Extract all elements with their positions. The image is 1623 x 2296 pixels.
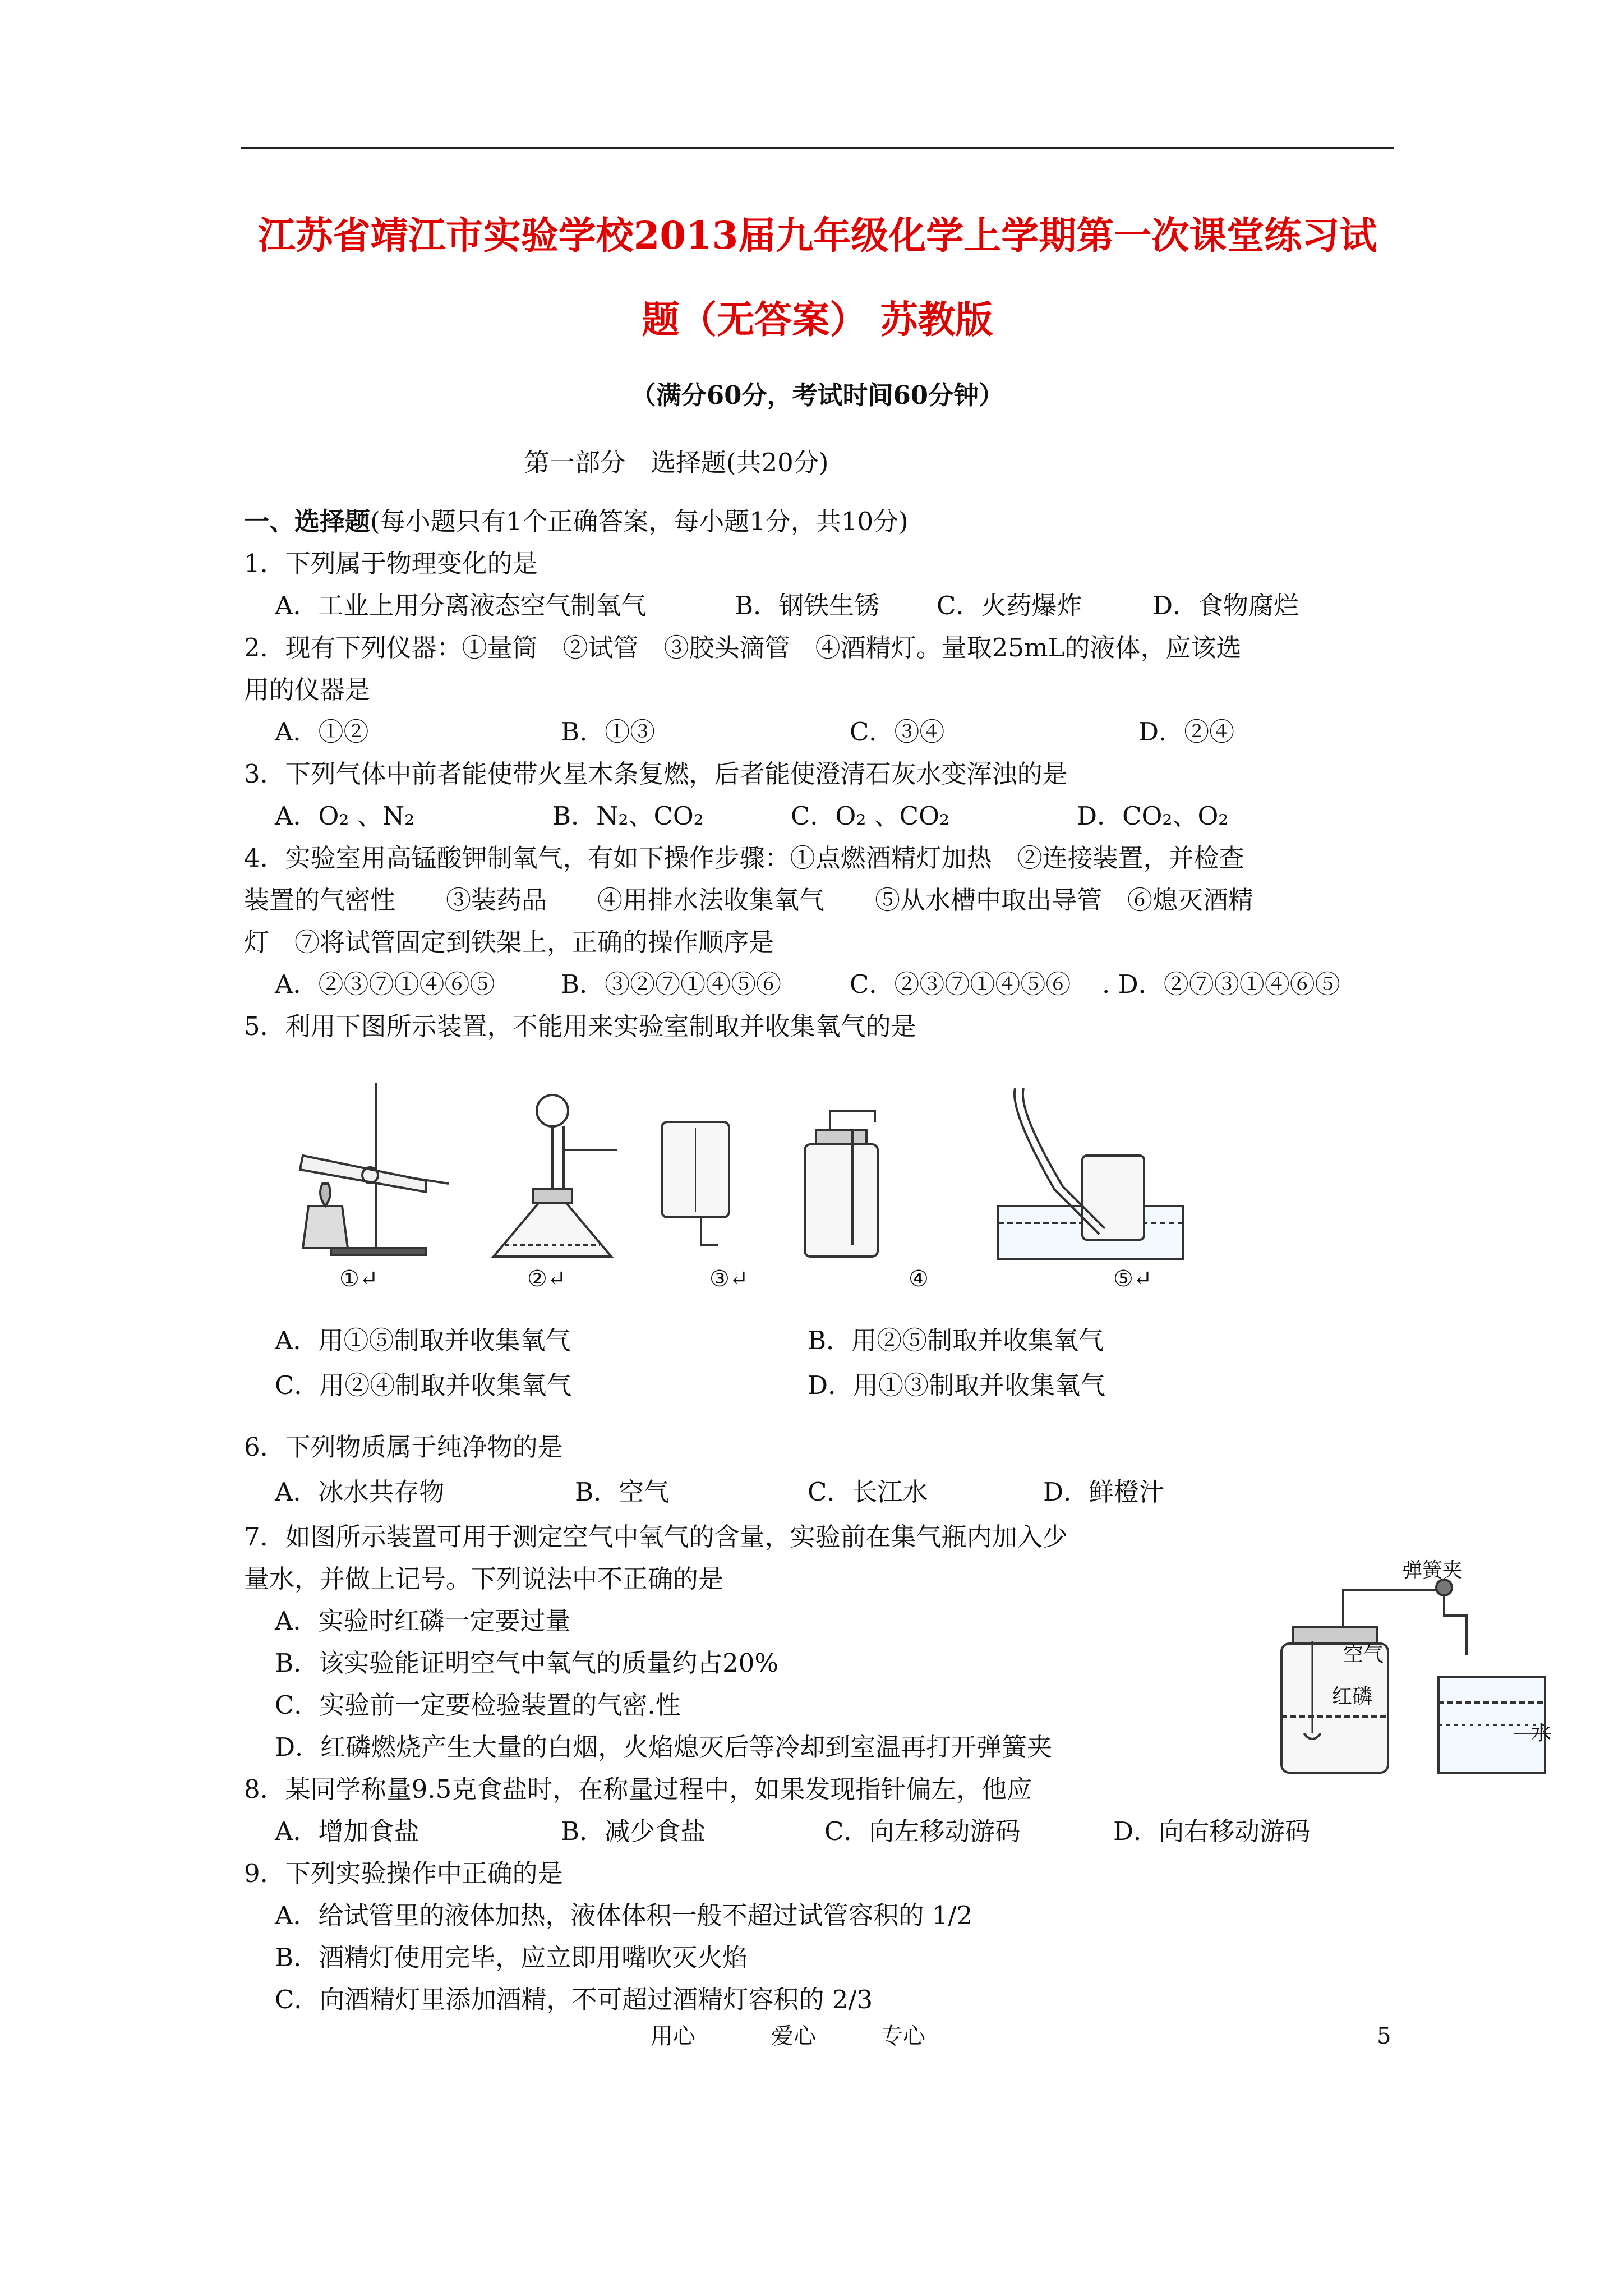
q2-option-a: A．①② <box>275 717 369 747</box>
q1-stem: 1．下列属于物理变化的是 <box>244 549 538 578</box>
label-air: 空气 <box>1343 1643 1384 1666</box>
q3-stem: 3．下列气体中前者能使带火星木条复燃，后者能使澄清石灰水变浑浊的是 <box>244 759 1068 789</box>
q2-option-b: B．①③ <box>561 717 656 747</box>
q9-option-c: C．向酒精灯里添加酒精，不可超过酒精灯容积的 2/3 <box>275 1985 873 2014</box>
q7-option-c: C．实验前一定要检验装置的气密.性 <box>275 1690 681 1720</box>
apparatus-5-drawing <box>998 1088 1183 1259</box>
q6-option-b: B．空气 <box>575 1477 670 1507</box>
title-line-2: 题（无答案） 苏教版 <box>642 297 993 342</box>
q8-option-c: C．向左移动游码 <box>824 1816 1021 1846</box>
label-red-phosphorus: 红磷 <box>1332 1685 1373 1708</box>
q8-stem: 8．某同学称量9.5克食盐时，在称量过程中，如果发现指针偏左，他应 <box>244 1774 1032 1804</box>
q4-option-c: C．②③⑦①④⑤⑥ <box>850 969 1071 999</box>
apparatus-4-drawing <box>805 1111 878 1257</box>
q4-option-a: A．②③⑦①④⑥⑤ <box>275 969 495 999</box>
q7-stem-2: 量水，并做上记号。下列说法中不正确的是 <box>244 1564 724 1594</box>
q4-stem-1: 4．实验室用高锰酸钾制氧气，有如下操作步骤：①点燃酒精灯加热 ②连接装置，并检查 <box>244 843 1244 873</box>
q1-option-a: A．工业上用分离液态空气制氧气 <box>275 591 647 620</box>
apparatus-label-3: ③↵ <box>709 1266 749 1292</box>
q3-option-b: B．N₂、CO₂ <box>552 801 704 831</box>
q7-option-a: A．实验时红磷一定要过量 <box>275 1606 571 1636</box>
part-heading: 第一部分 选择题(共20分) <box>524 448 829 477</box>
apparatus-label-2: ②↵ <box>527 1266 566 1292</box>
q4-option-b: B．③②⑦①④⑤⑥ <box>561 969 782 999</box>
subtitle: （满分60分，考试时间60分钟） <box>630 380 1004 410</box>
q4-option-d: . D．②⑦③①④⑥⑤ <box>1102 969 1340 999</box>
header-rule <box>241 147 1394 149</box>
q3-option-a: A．O₂ 、N₂ <box>275 801 415 831</box>
q9-stem: 9．下列实验操作中正确的是 <box>244 1858 563 1888</box>
q6-option-a: A．冰水共存物 <box>275 1477 445 1507</box>
q4-stem-2: 装置的气密性 ③装药品 ④用排水法收集氧气 ⑤从水槽中取出导管 ⑥熄灭酒精 <box>244 885 1254 915</box>
q2-stem-2: 用的仪器是 <box>244 675 371 705</box>
q6-stem: 6．下列物质属于纯净物的是 <box>244 1432 563 1462</box>
q3-option-c: C．O₂ 、CO₂ <box>791 801 950 831</box>
q5-stem: 5．利用下图所示装置，不能用来实验室制取并收集氧气的是 <box>244 1011 916 1041</box>
q5-option-c: C．用②④制取并收集氧气 <box>275 1370 572 1400</box>
page-number: 5 <box>1377 2023 1391 2049</box>
q5-option-a: A．用①⑤制取并收集氧气 <box>275 1326 571 1355</box>
q7-option-b: B．该实验能证明空气中氧气的质量约占20% <box>275 1648 779 1678</box>
apparatus-1-drawing <box>300 1083 449 1255</box>
apparatus-2-drawing <box>494 1095 617 1257</box>
q7-option-d: D．红磷燃烧产生大量的白烟，火焰熄灭后等冷却到室温再打开弹簧夹 <box>275 1732 1053 1762</box>
section-note: (每小题只有1个正确答案，每小题1分，共10分) <box>370 507 909 536</box>
q9-option-b: B．酒精灯使用完毕，应立即用嘴吹灭火焰 <box>275 1943 748 1972</box>
q6-option-d: D．鲜橙汁 <box>1043 1477 1165 1507</box>
q5-option-b: B．用②⑤制取并收集氧气 <box>808 1326 1104 1355</box>
label-spring-clip: 弹簧夹 <box>1402 1559 1463 1582</box>
q8-option-d: D．向右移动游码 <box>1113 1816 1311 1846</box>
q1-option-d: D．食物腐烂 <box>1152 591 1299 620</box>
q1-option-c: C．火药爆炸 <box>937 591 1082 620</box>
section-label: 一、选择题 <box>244 507 371 536</box>
apparatus-label-5: ⑤↵ <box>1113 1266 1152 1292</box>
section-heading <box>244 505 909 539</box>
q3-option-d: D．CO₂、O₂ <box>1077 801 1229 831</box>
footer-motto-1: 用心 <box>651 2023 695 2049</box>
apparatus-label-1: ①↵ <box>339 1266 379 1292</box>
q2-option-d: D．②④ <box>1138 717 1235 747</box>
q2-stem-1: 2．现有下列仪器：①量筒 ②试管 ③胶头滴管 ④酒精灯。量取25mL的液体，应该选 <box>244 633 1242 662</box>
q2-option-c: C．③④ <box>850 717 945 747</box>
q1-option-b: B．钢铁生锈 <box>735 591 880 620</box>
q8-option-b: B．减少食盐 <box>561 1816 706 1846</box>
title-line-1: 江苏省靖江市实验学校2013届九年级化学上学期第一次课堂练习试 <box>257 213 1377 257</box>
q4-stem-3: 灯 ⑦将试管固定到铁架上，正确的操作顺序是 <box>244 927 774 957</box>
footer-motto-3: 专心 <box>880 2023 925 2049</box>
apparatus-3-drawing <box>662 1122 729 1245</box>
q8-option-a: A．增加食盐 <box>275 1816 419 1846</box>
q6-option-c: C．长江水 <box>808 1477 928 1507</box>
q5-option-d: D．用①③制取并收集氧气 <box>808 1370 1106 1400</box>
apparatus-label-4: ④ <box>909 1266 929 1292</box>
footer-motto-2: 爱心 <box>771 2023 816 2049</box>
q9-option-a: A．给试管里的液体加热，液体体积一般不超过试管容积的 1/2 <box>275 1901 973 1930</box>
q7-stem-1: 7．如图所示装置可用于测定空气中氧气的含量，实验前在集气瓶内加入少 <box>244 1522 1068 1552</box>
label-water: 水 <box>1531 1722 1552 1745</box>
